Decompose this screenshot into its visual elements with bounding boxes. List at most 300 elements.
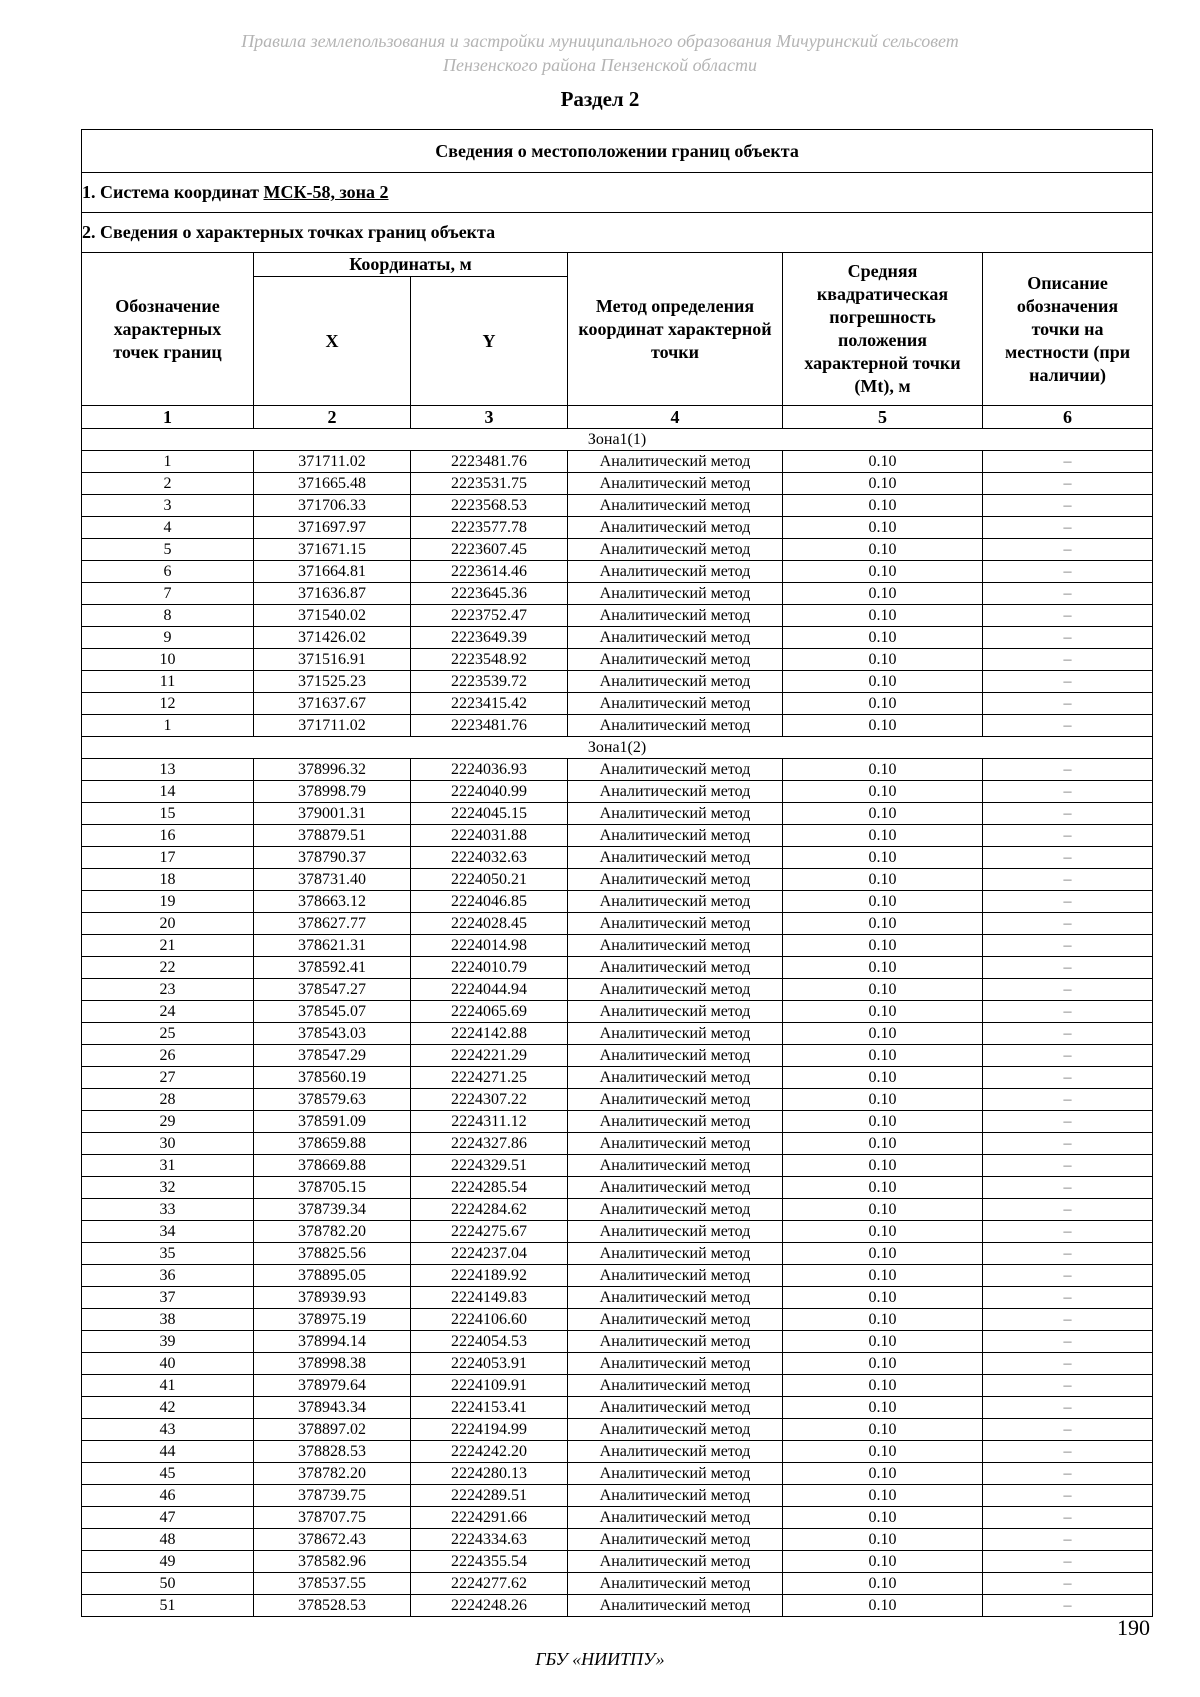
x-cell: 371664.81 xyxy=(254,561,411,583)
description-cell: – xyxy=(983,1353,1153,1375)
error-cell: 0.10 xyxy=(783,1287,983,1309)
method-cell: Аналитический метод xyxy=(568,803,783,825)
error-cell: 0.10 xyxy=(783,759,983,781)
error-cell: 0.10 xyxy=(783,1353,983,1375)
table-row xyxy=(82,1023,1153,1045)
table-row xyxy=(82,517,1153,539)
description-cell: – xyxy=(983,649,1153,671)
point-number-cell: 50 xyxy=(82,1573,254,1595)
x-cell: 378579.63 xyxy=(254,1089,411,1111)
point-number-cell: 26 xyxy=(82,1045,254,1067)
description-cell: – xyxy=(983,539,1153,561)
description-cell: – xyxy=(983,1529,1153,1551)
description-cell: – xyxy=(983,825,1153,847)
method-cell: Аналитический метод xyxy=(568,1243,783,1265)
table-row xyxy=(82,561,1153,583)
description-cell: – xyxy=(983,1375,1153,1397)
method-cell: Аналитический метод xyxy=(568,671,783,693)
point-number-cell: 28 xyxy=(82,1089,254,1111)
y-cell: 2224194.99 xyxy=(411,1419,568,1441)
description-cell: – xyxy=(983,869,1153,891)
y-cell: 2224311.12 xyxy=(411,1111,568,1133)
point-number-cell: 20 xyxy=(82,913,254,935)
x-cell: 378627.77 xyxy=(254,913,411,935)
description-cell: – xyxy=(983,1463,1153,1485)
point-number-cell: 43 xyxy=(82,1419,254,1441)
method-cell: Аналитический метод xyxy=(568,935,783,957)
y-cell: 2224031.88 xyxy=(411,825,568,847)
method-cell: Аналитический метод xyxy=(568,913,783,935)
method-cell: Аналитический метод xyxy=(568,583,783,605)
x-cell: 378621.31 xyxy=(254,935,411,957)
description-cell: – xyxy=(983,1441,1153,1463)
error-cell: 0.10 xyxy=(783,935,983,957)
y-cell: 2223649.39 xyxy=(411,627,568,649)
table-row xyxy=(82,869,1153,891)
y-cell: 2224355.54 xyxy=(411,1551,568,1573)
zone-row xyxy=(82,429,1153,451)
method-cell: Аналитический метод xyxy=(568,825,783,847)
table-row xyxy=(82,1133,1153,1155)
x-cell: 378998.79 xyxy=(254,781,411,803)
x-cell: 378897.02 xyxy=(254,1419,411,1441)
x-cell: 378705.15 xyxy=(254,1177,411,1199)
description-cell: – xyxy=(983,1595,1153,1617)
point-number-cell: 31 xyxy=(82,1155,254,1177)
table-row xyxy=(82,1551,1153,1573)
error-cell: 0.10 xyxy=(783,825,983,847)
y-cell: 2224014.98 xyxy=(411,935,568,957)
x-cell: 378943.34 xyxy=(254,1397,411,1419)
x-cell: 378592.41 xyxy=(254,957,411,979)
description-cell: – xyxy=(983,1309,1153,1331)
table-row xyxy=(82,1001,1153,1023)
table-row xyxy=(82,1067,1153,1089)
table-row xyxy=(82,451,1153,473)
error-cell: 0.10 xyxy=(783,1155,983,1177)
method-cell: Аналитический метод xyxy=(568,1463,783,1485)
x-cell: 378547.29 xyxy=(254,1045,411,1067)
error-cell: 0.10 xyxy=(783,1177,983,1199)
point-number-cell: 42 xyxy=(82,1397,254,1419)
method-cell: Аналитический метод xyxy=(568,759,783,781)
x-cell: 378739.75 xyxy=(254,1485,411,1507)
description-cell: – xyxy=(983,891,1153,913)
method-cell: Аналитический метод xyxy=(568,561,783,583)
coordinate-system xyxy=(82,173,1153,213)
error-cell: 0.10 xyxy=(783,1001,983,1023)
point-number-cell: 49 xyxy=(82,1551,254,1573)
x-cell: 371540.02 xyxy=(254,605,411,627)
column-number: 1 xyxy=(82,406,254,429)
table-row xyxy=(82,1089,1153,1111)
point-number-cell: 3 xyxy=(82,495,254,517)
y-cell: 2224248.26 xyxy=(411,1595,568,1617)
y-cell: 2224040.99 xyxy=(411,781,568,803)
x-cell: 378782.20 xyxy=(254,1221,411,1243)
point-number-cell: 48 xyxy=(82,1529,254,1551)
error-cell: 0.10 xyxy=(783,1221,983,1243)
method-cell: Аналитический метод xyxy=(568,1573,783,1595)
error-cell: 0.10 xyxy=(783,1243,983,1265)
table-row xyxy=(82,671,1153,693)
header-row-1 xyxy=(82,253,1153,277)
x-cell: 378825.56 xyxy=(254,1243,411,1265)
point-number-cell: 37 xyxy=(82,1287,254,1309)
x-cell: 371636.87 xyxy=(254,583,411,605)
method-cell: Аналитический метод xyxy=(568,1397,783,1419)
point-number-cell: 41 xyxy=(82,1375,254,1397)
x-cell: 378828.53 xyxy=(254,1441,411,1463)
zone-label: Зона1(1) xyxy=(82,429,1153,451)
table-row xyxy=(82,649,1153,671)
method-cell: Аналитический метод xyxy=(568,605,783,627)
error-cell: 0.10 xyxy=(783,627,983,649)
description-cell: – xyxy=(983,759,1153,781)
x-cell: 371671.15 xyxy=(254,539,411,561)
x-cell: 378998.38 xyxy=(254,1353,411,1375)
y-cell: 2224153.41 xyxy=(411,1397,568,1419)
x-cell: 371711.02 xyxy=(254,715,411,737)
y-cell: 2224054.53 xyxy=(411,1331,568,1353)
method-cell: Аналитический метод xyxy=(568,1023,783,1045)
col-header-description: Описание обозначения точки на местности (при наличии) xyxy=(983,253,1153,406)
column-number: 5 xyxy=(783,406,983,429)
point-number-cell: 1 xyxy=(82,451,254,473)
method-cell: Аналитический метод xyxy=(568,1287,783,1309)
point-number-cell: 21 xyxy=(82,935,254,957)
error-cell: 0.10 xyxy=(783,1111,983,1133)
table-row xyxy=(82,1287,1153,1309)
error-cell: 0.10 xyxy=(783,1375,983,1397)
method-cell: Аналитический метод xyxy=(568,1133,783,1155)
y-cell: 2224028.45 xyxy=(411,913,568,935)
error-cell: 0.10 xyxy=(783,1463,983,1485)
table-row xyxy=(82,1397,1153,1419)
point-number-cell: 8 xyxy=(82,605,254,627)
method-cell: Аналитический метод xyxy=(568,1485,783,1507)
point-number-cell: 45 xyxy=(82,1463,254,1485)
method-cell: Аналитический метод xyxy=(568,1067,783,1089)
y-cell: 2223531.75 xyxy=(411,473,568,495)
point-number-cell: 36 xyxy=(82,1265,254,1287)
table-row xyxy=(82,825,1153,847)
description-cell: – xyxy=(983,1287,1153,1309)
description-cell: – xyxy=(983,1331,1153,1353)
y-cell: 2223614.46 xyxy=(411,561,568,583)
table-row xyxy=(82,1177,1153,1199)
y-cell: 2224106.60 xyxy=(411,1309,568,1331)
description-cell: – xyxy=(983,935,1153,957)
method-cell: Аналитический метод xyxy=(568,781,783,803)
description-cell: – xyxy=(983,1573,1153,1595)
error-cell: 0.10 xyxy=(783,1529,983,1551)
method-cell: Аналитический метод xyxy=(568,1001,783,1023)
description-cell: – xyxy=(983,671,1153,693)
column-numbers-row xyxy=(82,406,1153,429)
point-number-cell: 2 xyxy=(82,473,254,495)
description-cell: – xyxy=(983,517,1153,539)
table-row xyxy=(82,781,1153,803)
page-header xyxy=(0,29,1200,77)
table-row xyxy=(82,979,1153,1001)
method-cell: Аналитический метод xyxy=(568,517,783,539)
description-cell: – xyxy=(983,1243,1153,1265)
method-cell: Аналитический метод xyxy=(568,1529,783,1551)
x-cell: 371706.33 xyxy=(254,495,411,517)
x-cell: 378659.88 xyxy=(254,1133,411,1155)
y-cell: 2224277.62 xyxy=(411,1573,568,1595)
error-cell: 0.10 xyxy=(783,473,983,495)
point-number-cell: 35 xyxy=(82,1243,254,1265)
description-cell: – xyxy=(983,1485,1153,1507)
description-cell: – xyxy=(983,1155,1153,1177)
error-cell: 0.10 xyxy=(783,1419,983,1441)
error-cell: 0.10 xyxy=(783,891,983,913)
method-cell: Аналитический метод xyxy=(568,1089,783,1111)
col-header-x: X xyxy=(254,277,411,406)
table-title: Сведения о местоположении границ объекта xyxy=(82,130,1153,173)
point-number-cell: 7 xyxy=(82,583,254,605)
y-cell: 2224032.63 xyxy=(411,847,568,869)
error-cell: 0.10 xyxy=(783,693,983,715)
y-cell: 2223645.36 xyxy=(411,583,568,605)
table-title-row xyxy=(82,130,1153,173)
description-cell: – xyxy=(983,605,1153,627)
point-number-cell: 32 xyxy=(82,1177,254,1199)
y-cell: 2223577.78 xyxy=(411,517,568,539)
point-number-cell: 14 xyxy=(82,781,254,803)
table-row xyxy=(82,539,1153,561)
error-cell: 0.10 xyxy=(783,1595,983,1617)
error-cell: 0.10 xyxy=(783,1089,983,1111)
y-cell: 2223548.92 xyxy=(411,649,568,671)
y-cell: 2224010.79 xyxy=(411,957,568,979)
method-cell: Аналитический метод xyxy=(568,1111,783,1133)
description-cell: – xyxy=(983,1133,1153,1155)
description-cell: – xyxy=(983,979,1153,1001)
description-cell: – xyxy=(983,1045,1153,1067)
x-cell: 371711.02 xyxy=(254,451,411,473)
x-cell: 371516.91 xyxy=(254,649,411,671)
column-number: 2 xyxy=(254,406,411,429)
x-cell: 378879.51 xyxy=(254,825,411,847)
table-row xyxy=(82,891,1153,913)
table-row xyxy=(82,759,1153,781)
y-cell: 2224271.25 xyxy=(411,1067,568,1089)
x-cell: 371697.97 xyxy=(254,517,411,539)
column-number: 6 xyxy=(983,406,1153,429)
description-cell: – xyxy=(983,781,1153,803)
page-footer: ГБУ «НИИТПУ» xyxy=(535,1649,665,1669)
point-number-cell: 27 xyxy=(82,1067,254,1089)
method-cell: Аналитический метод xyxy=(568,627,783,649)
description-cell: – xyxy=(983,561,1153,583)
table-body xyxy=(82,130,1153,1617)
table-row xyxy=(82,1463,1153,1485)
point-number-cell: 33 xyxy=(82,1199,254,1221)
x-cell: 378790.37 xyxy=(254,847,411,869)
description-cell: – xyxy=(983,803,1153,825)
description-cell: – xyxy=(983,473,1153,495)
method-cell: Аналитический метод xyxy=(568,957,783,979)
point-number-cell: 19 xyxy=(82,891,254,913)
description-cell: – xyxy=(983,495,1153,517)
table-row xyxy=(82,1045,1153,1067)
points-title-row xyxy=(82,213,1153,253)
description-cell: – xyxy=(983,693,1153,715)
method-cell: Аналитический метод xyxy=(568,1045,783,1067)
y-cell: 2224329.51 xyxy=(411,1155,568,1177)
points-title: 2. Сведения о характерных точках границ объекта xyxy=(82,213,1153,253)
x-cell: 378739.34 xyxy=(254,1199,411,1221)
point-number-cell: 16 xyxy=(82,825,254,847)
point-number-cell: 17 xyxy=(82,847,254,869)
table-row xyxy=(82,1573,1153,1595)
table-row xyxy=(82,1155,1153,1177)
error-cell: 0.10 xyxy=(783,605,983,627)
point-number-cell: 12 xyxy=(82,693,254,715)
error-cell: 0.10 xyxy=(783,1573,983,1595)
description-cell: – xyxy=(983,1067,1153,1089)
x-cell: 378528.53 xyxy=(254,1595,411,1617)
x-cell: 371637.67 xyxy=(254,693,411,715)
method-cell: Аналитический метод xyxy=(568,473,783,495)
error-cell: 0.10 xyxy=(783,847,983,869)
column-number: 4 xyxy=(568,406,783,429)
description-cell: – xyxy=(983,1089,1153,1111)
error-cell: 0.10 xyxy=(783,1441,983,1463)
error-cell: 0.10 xyxy=(783,1551,983,1573)
method-cell: Аналитический метод xyxy=(568,649,783,671)
description-cell: – xyxy=(983,1507,1153,1529)
error-cell: 0.10 xyxy=(783,1397,983,1419)
table-row xyxy=(82,1265,1153,1287)
table-row xyxy=(82,1309,1153,1331)
description-cell: – xyxy=(983,1199,1153,1221)
x-cell: 378547.27 xyxy=(254,979,411,1001)
x-cell: 378895.05 xyxy=(254,1265,411,1287)
table-row xyxy=(82,1507,1153,1529)
error-cell: 0.10 xyxy=(783,869,983,891)
table-row xyxy=(82,1243,1153,1265)
x-cell: 378979.64 xyxy=(254,1375,411,1397)
description-cell: – xyxy=(983,957,1153,979)
y-cell: 2224285.54 xyxy=(411,1177,568,1199)
method-cell: Аналитический метод xyxy=(568,891,783,913)
error-cell: 0.10 xyxy=(783,1265,983,1287)
description-cell: – xyxy=(983,1221,1153,1243)
table-row xyxy=(82,1441,1153,1463)
x-cell: 378591.09 xyxy=(254,1111,411,1133)
method-cell: Аналитический метод xyxy=(568,1551,783,1573)
point-number-cell: 6 xyxy=(82,561,254,583)
x-cell: 378672.43 xyxy=(254,1529,411,1551)
y-cell: 2224109.91 xyxy=(411,1375,568,1397)
y-cell: 2224237.04 xyxy=(411,1243,568,1265)
method-cell: Аналитический метод xyxy=(568,1595,783,1617)
error-cell: 0.10 xyxy=(783,781,983,803)
table-row xyxy=(82,1529,1153,1551)
header-line-2: Пензенского района Пензенской области xyxy=(442,55,758,75)
error-cell: 0.10 xyxy=(783,957,983,979)
table-row xyxy=(82,693,1153,715)
error-cell: 0.10 xyxy=(783,1309,983,1331)
y-cell: 2224334.63 xyxy=(411,1529,568,1551)
y-cell: 2224053.91 xyxy=(411,1353,568,1375)
point-number-cell: 39 xyxy=(82,1331,254,1353)
table-row xyxy=(82,1199,1153,1221)
x-cell: 371426.02 xyxy=(254,627,411,649)
x-cell: 378543.03 xyxy=(254,1023,411,1045)
table-row xyxy=(82,957,1153,979)
y-cell: 2223568.53 xyxy=(411,495,568,517)
table-row xyxy=(82,1419,1153,1441)
method-cell: Аналитический метод xyxy=(568,1331,783,1353)
error-cell: 0.10 xyxy=(783,803,983,825)
point-number-cell: 46 xyxy=(82,1485,254,1507)
error-cell: 0.10 xyxy=(783,451,983,473)
error-cell: 0.10 xyxy=(783,715,983,737)
point-number-cell: 47 xyxy=(82,1507,254,1529)
col-header-coords: Координаты, м xyxy=(254,253,568,277)
table-row xyxy=(82,1221,1153,1243)
error-cell: 0.10 xyxy=(783,1045,983,1067)
x-cell: 378939.93 xyxy=(254,1287,411,1309)
y-cell: 2224046.85 xyxy=(411,891,568,913)
coordinate-system-prefix: 1. Система координат xyxy=(82,182,264,202)
point-number-cell: 25 xyxy=(82,1023,254,1045)
y-cell: 2223607.45 xyxy=(411,539,568,561)
error-cell: 0.10 xyxy=(783,671,983,693)
y-cell: 2224050.21 xyxy=(411,869,568,891)
error-cell: 0.10 xyxy=(783,649,983,671)
error-cell: 0.10 xyxy=(783,517,983,539)
y-cell: 2223481.76 xyxy=(411,715,568,737)
col-header-point: Обозначение характерных точек границ xyxy=(82,253,254,406)
col-header-y: Y xyxy=(411,277,568,406)
description-cell: – xyxy=(983,1111,1153,1133)
table-row xyxy=(82,1331,1153,1353)
method-cell: Аналитический метод xyxy=(568,1375,783,1397)
description-cell: – xyxy=(983,451,1153,473)
table-row xyxy=(82,803,1153,825)
point-number-cell: 24 xyxy=(82,1001,254,1023)
error-cell: 0.10 xyxy=(783,539,983,561)
coordinate-system-name: МСК-58, зона 2 xyxy=(263,182,389,202)
method-cell: Аналитический метод xyxy=(568,1309,783,1331)
y-cell: 2224065.69 xyxy=(411,1001,568,1023)
page-number: 190 xyxy=(1117,1615,1150,1640)
error-cell: 0.10 xyxy=(783,495,983,517)
y-cell: 2224044.94 xyxy=(411,979,568,1001)
table-row xyxy=(82,913,1153,935)
y-cell: 2224142.88 xyxy=(411,1023,568,1045)
description-cell: – xyxy=(983,1419,1153,1441)
description-cell: – xyxy=(983,1265,1153,1287)
point-number-cell: 22 xyxy=(82,957,254,979)
x-cell: 371525.23 xyxy=(254,671,411,693)
method-cell: Аналитический метод xyxy=(568,1353,783,1375)
x-cell: 378731.40 xyxy=(254,869,411,891)
point-number-cell: 5 xyxy=(82,539,254,561)
point-number-cell: 4 xyxy=(82,517,254,539)
y-cell: 2224036.93 xyxy=(411,759,568,781)
table-row xyxy=(82,1485,1153,1507)
description-cell: – xyxy=(983,913,1153,935)
error-cell: 0.10 xyxy=(783,561,983,583)
y-cell: 2224327.86 xyxy=(411,1133,568,1155)
